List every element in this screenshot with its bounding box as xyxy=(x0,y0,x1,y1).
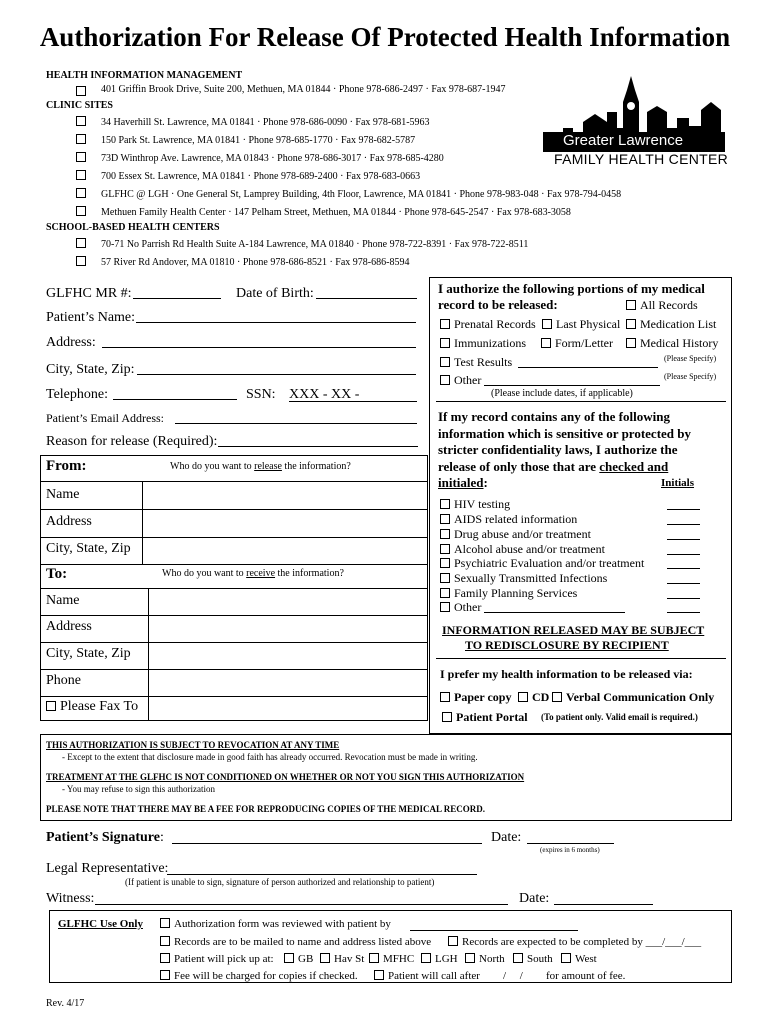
to-name-label: Name xyxy=(46,593,80,608)
immunizations-checkbox[interactable] xyxy=(440,338,450,348)
cd-option[interactable]: CD xyxy=(518,690,549,705)
to-address-field[interactable] xyxy=(149,616,427,642)
email-label: Patient’s Email Address: xyxy=(46,411,164,425)
aids-option[interactable]: AIDS related information xyxy=(440,512,577,527)
glfhc-logo xyxy=(543,72,733,167)
from-heading: From: xyxy=(46,458,87,474)
mr-label: GLFHC MR #: xyxy=(46,286,132,301)
clinic-site-3: 73D Winthrop Ave. Lawrence, MA 01843 · Phone 978-686-3017 · Fax 978-685-4280 xyxy=(101,153,444,164)
email-field[interactable] xyxy=(175,423,417,424)
form-letter-checkbox[interactable] xyxy=(541,338,551,348)
authorize-heading-2: record to be released: xyxy=(438,297,558,312)
fee-notice: PLEASE NOTE THAT THERE MAY BE A FEE FOR REPRODUCING COPIES OF THE MEDICAL RECORD. xyxy=(46,804,485,814)
clinic-site-1: 34 Haverhill St. Lawrence, MA 01841 · Phone 978-686-0090 · Fax 978-681-5963 xyxy=(101,117,430,128)
test-results-specify: (Please Specify) xyxy=(664,354,717,363)
sti-initials[interactable] xyxy=(667,583,700,584)
to-address-label: Address xyxy=(46,619,92,634)
alcohol-initials[interactable] xyxy=(667,554,700,555)
prefer-heading: I prefer my health information to be released via: xyxy=(440,667,693,681)
signature-date-label: Date: xyxy=(491,830,522,845)
psychiatric-checkbox[interactable] xyxy=(440,558,450,568)
to-heading: To: xyxy=(46,566,68,582)
patient-address-label: Address: xyxy=(46,335,96,350)
school-sites-heading: SCHOOL-BASED HEALTH CENTERS xyxy=(46,222,220,233)
other-sensitive-field[interactable] xyxy=(484,612,625,613)
authorize-heading-1: I authorize the following portions of my medical xyxy=(438,281,705,296)
gb-checkbox[interactable] xyxy=(284,953,294,963)
other-record-option[interactable]: Other xyxy=(440,373,481,388)
reviewed-by-field[interactable] xyxy=(410,930,578,931)
test-results-field[interactable] xyxy=(518,367,658,368)
ssn-label: SSN: xyxy=(246,387,276,402)
call-date-field[interactable]: / / xyxy=(503,970,523,982)
med-history-option[interactable]: Medical History xyxy=(626,336,718,351)
last-physical-checkbox[interactable] xyxy=(542,319,552,329)
include-dates-note: (Please include dates, if applicable) xyxy=(491,388,633,399)
prenatal-checkbox[interactable] xyxy=(440,319,450,329)
ssn-mask: XXX - XX - xyxy=(289,387,360,402)
school-site-checkbox[interactable] xyxy=(76,256,86,266)
treatment-notice: TREATMENT AT THE GLFHC IS NOT CONDITIONED ON WHETHER OR NOT YOU SIGN THIS AUTHORIZATION xyxy=(46,772,525,782)
patient-name-label: Patient’s Name: xyxy=(46,310,136,325)
drug-initials[interactable] xyxy=(667,539,700,540)
aids-initials[interactable] xyxy=(667,524,700,525)
redisclosure-line-1: INFORMATION RELEASED MAY BE SUBJECT xyxy=(442,623,705,637)
portal-checkbox[interactable] xyxy=(442,712,452,722)
patient-address-field[interactable] xyxy=(102,347,416,348)
aids-checkbox[interactable] xyxy=(440,514,450,524)
reviewed-checkbox[interactable] xyxy=(160,918,170,928)
hav-st-checkbox[interactable] xyxy=(320,953,330,963)
form-letter-option[interactable]: Form/Letter xyxy=(541,336,613,351)
witness-date-label: Date: xyxy=(519,891,550,906)
north-checkbox[interactable] xyxy=(465,953,475,963)
alcohol-option[interactable]: Alcohol abuse and/or treatment xyxy=(440,542,605,557)
sensitive-line-3: stricter confidentiality laws, I authorize the xyxy=(438,442,678,457)
expected-option[interactable]: Records are expected to be completed by ___/___/___ xyxy=(448,936,701,948)
hiv-initials[interactable] xyxy=(667,509,700,510)
pickup-checkbox[interactable] xyxy=(160,953,170,963)
test-results-checkbox[interactable] xyxy=(440,357,450,367)
lgh-checkbox[interactable] xyxy=(421,953,431,963)
witness-date-field[interactable] xyxy=(554,904,653,905)
page-title: Authorization For Release Of Protected Health Information xyxy=(39,22,731,52)
all-records-checkbox[interactable] xyxy=(626,300,636,310)
from-address-label: Address xyxy=(46,514,92,529)
telephone-field[interactable] xyxy=(113,399,237,400)
family-planning-option[interactable]: Family Planning Services xyxy=(440,586,577,601)
reason-field[interactable] xyxy=(218,446,418,447)
hiv-checkbox[interactable] xyxy=(440,499,450,509)
clinic-site-checkbox[interactable] xyxy=(76,188,86,198)
to-phone-field[interactable] xyxy=(149,670,427,696)
dob-field[interactable] xyxy=(316,298,417,299)
immunizations-option[interactable]: Immunizations xyxy=(440,336,526,351)
school-site-1: 70-71 No Parrish Rd Health Suite A-184 Lawrence, MA 01840 · Phone 978-722-8391 · Fax 978-722-8511 xyxy=(101,239,529,250)
mailed-checkbox[interactable] xyxy=(160,936,170,946)
patient-signature-label: Patient’s Signature: xyxy=(46,830,164,845)
from-city-field[interactable] xyxy=(143,538,427,565)
other-sensitive-option[interactable]: Other xyxy=(440,600,481,615)
other-record-field[interactable] xyxy=(484,385,660,386)
all-records-option[interactable]: All Records xyxy=(626,298,698,313)
to-prompt: Who do you want to receive the information? xyxy=(162,568,344,579)
drug-checkbox[interactable] xyxy=(440,529,450,539)
patient-name-field[interactable] xyxy=(136,322,416,323)
telephone-label: Telephone: xyxy=(46,387,108,402)
pickup-option[interactable]: Patient will pick up at: xyxy=(160,953,274,965)
clinic-site-checkbox[interactable] xyxy=(76,134,86,144)
med-list-option[interactable]: Medication List xyxy=(626,317,716,332)
reviewed-option[interactable]: Authorization form was reviewed with patient by xyxy=(160,918,391,930)
fee-option[interactable]: Fee will be charged for copies if checked. xyxy=(160,970,358,982)
clinic-site-checkbox[interactable] xyxy=(76,206,86,216)
clinic-site-checkbox[interactable] xyxy=(76,170,86,180)
to-fax-field[interactable] xyxy=(149,697,427,721)
sensitive-line-4: release of only those that are checked and xyxy=(438,459,669,474)
initials-heading: Initials xyxy=(661,477,695,489)
prenatal-option[interactable]: Prenatal Records xyxy=(440,317,536,332)
redisclosure-line-2: TO REDISCLOSURE BY RECIPIENT xyxy=(465,638,669,652)
legal-rep-field[interactable] xyxy=(167,874,477,875)
last-physical-option[interactable]: Last Physical xyxy=(542,317,620,332)
witness-field[interactable] xyxy=(95,904,508,905)
other-record-specify: (Please Specify) xyxy=(664,372,717,381)
fee-checkbox[interactable] xyxy=(160,970,170,980)
patient-signature-field[interactable] xyxy=(172,843,482,844)
patient-city-label: City, State, Zip: xyxy=(46,362,135,377)
family-planning-checkbox[interactable] xyxy=(440,588,450,598)
paper-copy-checkbox[interactable] xyxy=(440,692,450,702)
him-checkbox[interactable] xyxy=(76,86,86,96)
call-option[interactable]: Patient will call after xyxy=(374,970,480,982)
school-site-checkbox[interactable] xyxy=(76,238,86,248)
to-fax-label: Please Fax To xyxy=(46,699,138,715)
hiv-option[interactable]: HIV testing xyxy=(440,497,510,512)
mailed-option[interactable]: Records are to be mailed to name and address listed above xyxy=(160,936,431,948)
from-address-field[interactable] xyxy=(143,510,427,537)
from-prompt: Who do you want to release the information? xyxy=(170,461,351,472)
med-list-checkbox[interactable] xyxy=(626,319,636,329)
from-to-table xyxy=(40,455,428,721)
sensitive-line-1: If my record contains any of the following xyxy=(438,409,670,424)
other-sensitive-initials[interactable] xyxy=(667,612,700,613)
sensitive-line-2: information which is sensitive or protected by xyxy=(438,426,692,441)
clinic-site-6: Methuen Family Health Center · 147 Pelham Street, Methuen, MA 01844 · Phone 978-645-2547 · Fax 978-683-3058 xyxy=(101,207,571,218)
alcohol-checkbox[interactable] xyxy=(440,544,450,554)
revocation-notice: THIS AUTHORIZATION IS SUBJECT TO REVOCATION AT ANY TIME xyxy=(46,740,340,750)
reason-label: Reason for release (Required): xyxy=(46,434,218,449)
legal-rep-label: Legal Representative: xyxy=(46,861,169,876)
to-phone-label: Phone xyxy=(46,673,81,688)
to-city-label: City, State, Zip xyxy=(46,646,131,661)
portal-option[interactable]: Patient Portal xyxy=(442,710,528,725)
pickup-lgh[interactable]: LGH xyxy=(421,953,458,965)
revision-label: Rev. 4/17 xyxy=(46,998,85,1009)
west-checkbox[interactable] xyxy=(561,953,571,963)
dob-label: Date of Birth: xyxy=(236,286,314,301)
expected-checkbox[interactable] xyxy=(448,936,458,946)
verbal-option[interactable]: Verbal Communication Only xyxy=(552,690,714,705)
drug-option[interactable]: Drug abuse and/or treatment xyxy=(440,527,591,542)
pickup-gb[interactable]: GB xyxy=(284,953,313,965)
ssn-field[interactable] xyxy=(289,401,417,402)
pickup-north[interactable]: North xyxy=(465,953,505,965)
to-city-field[interactable] xyxy=(149,643,427,669)
med-history-checkbox[interactable] xyxy=(626,338,636,348)
signature-date-field[interactable] xyxy=(527,843,614,844)
other-record-checkbox[interactable] xyxy=(440,375,450,385)
pickup-west[interactable]: West xyxy=(561,953,597,965)
logo-name: Greater Lawrence xyxy=(563,132,684,149)
school-site-2: 57 River Rd Andover, MA 01810 · Phone 978-686-8521 · Fax 978-686-8594 xyxy=(101,257,410,268)
call-checkbox[interactable] xyxy=(374,970,384,980)
pickup-south[interactable]: South xyxy=(513,953,553,965)
from-name-field[interactable] xyxy=(143,482,427,509)
clinic-site-2: 150 Park St. Lawrence, MA 01841 · Phone 978-685-1770 · Fax 978-682-5787 xyxy=(101,135,416,146)
psychiatric-initials[interactable] xyxy=(667,568,700,569)
him-address: 401 Griffin Brook Drive, Suite 200, Methuen, MA 01844 · Phone 978-686-2497 · Fax 978-687-1947 xyxy=(101,84,506,95)
from-name-label: Name xyxy=(46,487,80,502)
mr-field[interactable] xyxy=(133,298,221,299)
psychiatric-option[interactable]: Psychiatric Evaluation and/or treatment xyxy=(440,556,644,571)
test-results-option[interactable]: Test Results xyxy=(440,355,512,370)
pickup-mfhc[interactable]: MFHC xyxy=(369,953,414,965)
patient-city-field[interactable] xyxy=(137,374,416,375)
family-planning-initials[interactable] xyxy=(667,598,700,599)
clinic-site-4: 700 Essex St. Lawrence, MA 01841 · Phone 978-689-2400 · Fax 978-683-0663 xyxy=(101,171,421,182)
office-use-label: GLFHC Use Only xyxy=(58,918,143,930)
portal-note: (To patient only. Valid email is required.) xyxy=(541,712,698,722)
treatment-detail: - You may refuse to sign this authorization xyxy=(62,784,215,794)
clinic-sites-heading: CLINIC SITES xyxy=(46,100,113,111)
revocation-detail: - Except to the extent that disclosure made in good faith has already occurred. Revocation must be made in writing. xyxy=(62,752,478,762)
mfhc-checkbox[interactable] xyxy=(369,953,379,963)
cd-checkbox[interactable] xyxy=(518,692,528,702)
pickup-hav-st[interactable]: Hav St xyxy=(320,953,364,965)
sti-checkbox[interactable] xyxy=(440,573,450,583)
amount-of-fee: for amount of fee. xyxy=(546,970,626,982)
other-sensitive-checkbox[interactable] xyxy=(440,602,450,612)
logo-subtitle: FAMILY HEALTH CENTER xyxy=(554,151,729,167)
from-city-label: City, State, Zip xyxy=(46,541,131,556)
paper-copy-option[interactable]: Paper copy xyxy=(440,690,511,705)
south-checkbox[interactable] xyxy=(513,953,523,963)
legal-rep-note: (If patient is unable to sign, signature of person authorized and relationship to patient) xyxy=(125,877,435,887)
expires-note: (expires in 6 months) xyxy=(540,846,600,854)
to-name-field[interactable] xyxy=(149,589,427,615)
clinic-site-checkbox[interactable] xyxy=(76,116,86,126)
clinic-site-checkbox[interactable] xyxy=(76,152,86,162)
clinic-site-5: GLFHC @ LGH · One General St, Lamprey Building, 4th Floor, Lawrence, MA 01841 · Phone 978-983-048 · Fax 978-794-0458 xyxy=(101,189,622,200)
witness-label: Witness: xyxy=(46,891,95,906)
fax-checkbox[interactable] xyxy=(46,701,56,711)
verbal-checkbox[interactable] xyxy=(552,692,562,702)
him-heading: HEALTH INFORMATION MANAGEMENT xyxy=(46,70,243,81)
sti-option[interactable]: Sexually Transmitted Infections xyxy=(440,571,607,586)
sensitive-line-5: initialed: xyxy=(438,475,488,490)
